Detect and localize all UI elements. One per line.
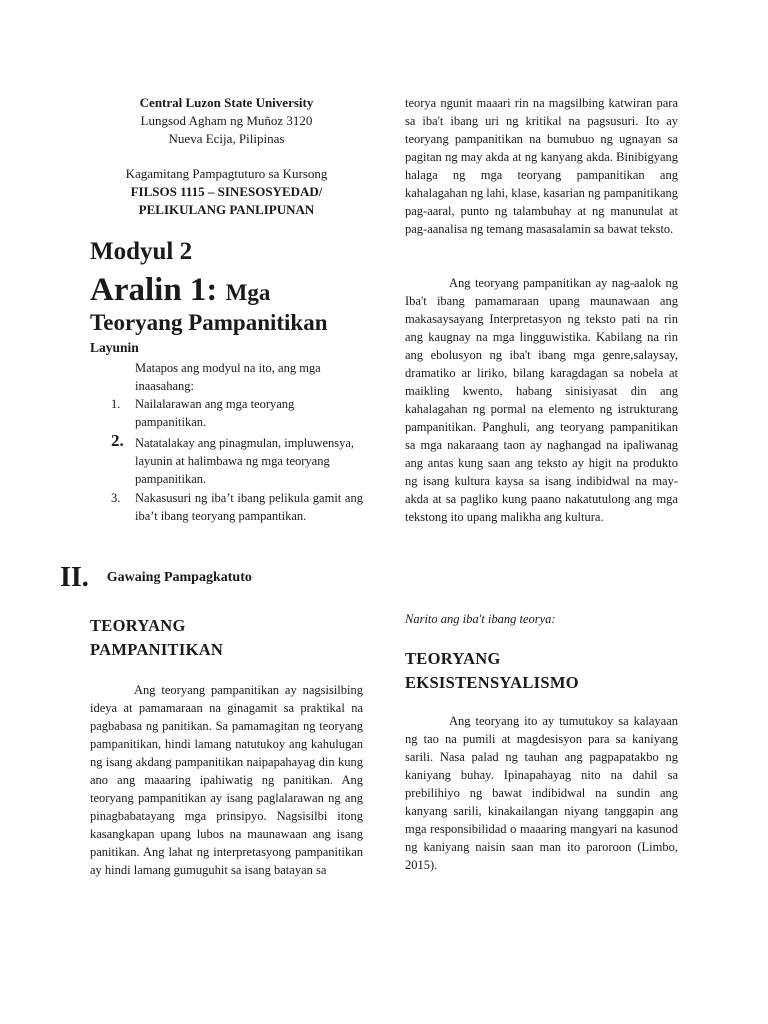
heading-line: TEORYANG: [90, 616, 186, 635]
objective-item: [111, 395, 363, 431]
left-body-paragraph: Ang teoryang pampanitikan ay nagsisilbing ideya at pamamaraan na ginagamit sa praktikal na pagbabasa ng panitikan. Sa pamamagitan ng teoryang pampanitikan, hindi lamang natutukoy ang kahulugan ng isang akdang pampanitikan naipapahayag din kung ano ang maaaring ipahiwatig ng panitikan. Ang teoryang pampanitikan ay isang paglalarawan ng ang pinagbabatayang mga prinsipyo. Nagsisilbi itong kasangkapan upang lubos na maunawaan ang isang panitikan. Ang lahat ng interpretasyong pampanitikan ay hindi lamang gumuguhit sa isang batayan sa: [90, 683, 363, 877]
heading-line: PAMPANITIKAN: [90, 640, 224, 659]
section-heading-eksistensyalismo: [405, 647, 579, 695]
objectives-heading: Layunin: [90, 340, 139, 355]
right-body-paragraph-1: teorya ngunit maaari rin na magsilbing katwiran para sa iba't ibang uri ng kritikal na pagsusuri. Ito ay teoryang pampanitikan na bumubuo ng ugnayan sa pagitan ng may akda at ng kanyang akda. Binibigyang halaga ng mga teoryang pampanitikan ang kahalagahan ng lahi, klase, kasarian ng pampanitikang pag-aaral, punto ng talambuhay at ng manunulat at pag-aanalisa ng temang masasalamin sa bawat teksto.: [405, 96, 678, 236]
objective-number: 1.: [111, 397, 121, 411]
lesson-label: [90, 271, 270, 312]
objectives-intro-text: Matapos ang modyul na ito, ang mga inaasahang:: [135, 361, 321, 393]
section-heading-teoryang-pampanitikan: [90, 614, 223, 662]
course-line-1: FILSOS 1115 – SINESOSYEDAD/: [130, 184, 323, 199]
lesson-title: Teoryang Pampanitikan: [90, 310, 328, 335]
address-line: Lungsod Agham ng Muñoz 3120: [140, 113, 313, 128]
course-header: [90, 165, 363, 219]
objective-text: Nailalarawan ang mga teoryang pampanitikan.: [135, 397, 295, 429]
heading-line: TEORYANG: [405, 649, 501, 668]
section-roman: II.: [60, 562, 89, 593]
theories-intro: Narito ang iba't ibang teorya:: [405, 612, 556, 626]
university-header: [90, 94, 363, 148]
province-line: Nueva Ecija, Pilipinas: [168, 131, 285, 146]
objective-item: [111, 431, 363, 488]
section-two-heading: [60, 562, 252, 594]
lesson-number: Aralin 1:: [90, 272, 218, 308]
objective-number: 3.: [111, 491, 121, 505]
university-name: Central Luzon State University: [139, 95, 314, 110]
heading-line: EKSISTENSYALISMO: [405, 673, 579, 692]
right-body-paragraph-3: Ang teoryang ito ay tumutukoy sa kalayaan ng tao na pumili at magdesisyon para sa kaniyang sarili. Nasa palad ng tauhan ang pagpapatakbo ng kaniyang buhay. Ipinapahayag nito na dahil sa prebilihiyo ng bawat indibidwal na sundin ang kanyang sarili, kinakailangan niyang tanggapin ang mga responsibilidad o maaaring mangyari na kasunod ng kaniyang naisin saan man ito paroroon (Limbo, 2015).: [405, 714, 678, 872]
module-title: Modyul 2: [90, 238, 193, 265]
lesson-mga: Mga: [225, 280, 271, 305]
objectives-intro: [135, 359, 363, 395]
objective-number: 2.: [111, 431, 124, 450]
section-label: Gawaing Pampagkatuto: [106, 570, 252, 585]
material-label: Kagamitang Pampagtuturo sa Kursong: [125, 166, 328, 181]
objective-text: Nakasusuri ng iba’t ibang pelikula gamit ang iba’t ibang teoryang pampantikan.: [135, 491, 363, 523]
right-body-paragraph-2: Ang teoryang pampanitikan ay nag-aalok ng Iba't ibang pamamaraan upang maunawaan ang makasaysayang Interpretasyon ng teksto pati na rin ang kaugnay na mga lingguwistika. Kabilang na rin ang ebolusyon ng iba't ibang mga genre,salaysay, dramatiko ar liriko, bilang karagdagan sa nobela at maikling kwento, habang sinisiyasat din ang kahalagahan ng pormal na elemento ng istrukturang pampanitikan. Panghuli, ang teoryang pampanitikan sa mga nakaraang taon ay naghangad na ipaliwanag ang antas kung saan ang teksto ay higit na produkto ng isang kultura kaysa sa isang indibidwal na may-akda at sa pagliko kung paano nakatutulong ang mga tekstong ito upang malikha ang kultura.: [405, 276, 678, 524]
course-line-2: PELIKULANG PANLIPUNAN: [138, 202, 315, 217]
objective-item: [111, 489, 363, 525]
objective-text: Natatalakay ang pinagmulan, impluwensya, layunin at halimbawa ng mga teoryang pampanitikan.: [135, 436, 355, 486]
